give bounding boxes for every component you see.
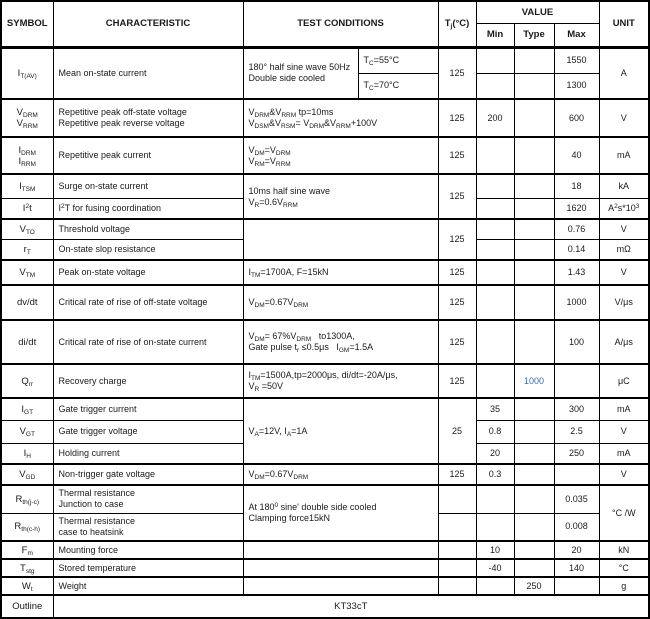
test-conditions-cell: At $180^0$ sine' double side cooled Clamping force15kN <box>243 485 438 541</box>
header-unit: UNIT <box>599 1 649 47</box>
tj-cell <box>438 559 476 577</box>
test-conditions-cell: $V_{DM}=V_{DRM}$ $V_{RM}=V_{RRM}$ <box>243 137 438 174</box>
min-cell <box>476 485 514 513</box>
symbol-cell: $V_{TM}$ <box>1 260 53 285</box>
tj-cell: 125 <box>438 320 476 364</box>
symbol-cell: $W_t$ <box>1 577 53 595</box>
symbol-cell: $T_{stg}$ <box>1 559 53 577</box>
unit-cell: V <box>599 219 649 239</box>
table-row <box>1 485 649 513</box>
symbol-cell: $I_{DRM}$ $I_{RRM}$ <box>1 137 53 174</box>
max-cell: 1620 <box>554 198 599 219</box>
type-cell <box>514 541 554 559</box>
min-cell <box>476 260 514 285</box>
symbol-cell: $R_{th(c-h)}$ <box>1 513 53 541</box>
unit-cell: A <box>599 47 649 99</box>
characteristic-cell: On-state slop resistance <box>53 239 243 260</box>
tj-cell <box>438 541 476 559</box>
type-cell <box>514 398 554 420</box>
type-cell <box>514 47 554 73</box>
test-conditions-cell: $V_{DM}= 67\%V_{DRM}$ to1300A, Gate pulse $t_r \le 0.5\mu s$ $I_{GM}=1.5A$ <box>243 320 438 364</box>
tj-cell: 125 <box>438 137 476 174</box>
test-conditions-cell: $I_{TM}=1500A,tp=2000\mu s$, di/dt=-20A/μs, $V_R =50V$ <box>243 364 438 398</box>
header-type: Type <box>514 23 554 47</box>
type-cell <box>514 513 554 541</box>
max-cell: 18 <box>554 174 599 198</box>
min-cell <box>476 174 514 198</box>
max-cell: 0.008 <box>554 513 599 541</box>
type-cell: 1000 <box>514 364 554 398</box>
test-conditions-cell: 10ms half sine wave $V_R=0.6V_{RRM}$ <box>243 174 438 219</box>
characteristic-cell: Critical rate of rise of on-state current <box>53 320 243 364</box>
max-cell: 0.76 <box>554 219 599 239</box>
outline-row <box>1 595 649 618</box>
test-conditions-cell <box>243 559 438 577</box>
max-cell: 600 <box>554 99 599 137</box>
characteristic-cell: Recovery charge <box>53 364 243 398</box>
symbol-cell: $I^2t$ <box>1 198 53 219</box>
min-cell: -40 <box>476 559 514 577</box>
characteristic-cell: Threshold voltage <box>53 219 243 239</box>
outline-value: KT33cT <box>53 595 649 618</box>
characteristic-cell: Repetitive peak current <box>53 137 243 174</box>
header-symbol: SYMBOL <box>1 1 53 47</box>
min-cell: 20 <box>476 443 514 464</box>
min-cell: 35 <box>476 398 514 420</box>
test-conditions-cell: 180° half sine wave 50Hz Double side cooled <box>243 47 358 99</box>
symbol-cell: $V_{GT}$ <box>1 420 53 443</box>
characteristic-cell: Repetitive peak off-state voltage Repetitive peak reverse voltage <box>53 99 243 137</box>
characteristic-cell: $I^2T$ for fusing coordination <box>53 198 243 219</box>
table-row <box>1 137 649 174</box>
characteristic-cell: Gate trigger current <box>53 398 243 420</box>
table-header <box>1 1 649 47</box>
table-row <box>1 464 649 485</box>
table-row <box>1 174 649 198</box>
symbol-cell: $F_m$ <box>1 541 53 559</box>
header-test-conditions: TEST CONDITIONS <box>243 1 438 47</box>
symbol-cell: $V_{TO}$ <box>1 219 53 239</box>
tj-cell: 125 <box>438 99 476 137</box>
min-cell <box>476 239 514 260</box>
min-cell: 10 <box>476 541 514 559</box>
table-row <box>1 320 649 364</box>
unit-cell: V <box>599 464 649 485</box>
tj-cell: 25 <box>438 398 476 464</box>
unit-cell: kN <box>599 541 649 559</box>
table-row <box>1 260 649 285</box>
symbol-cell: dv/dt <box>1 285 53 320</box>
type-cell <box>514 137 554 174</box>
characteristic-cell: Critical rate of rise of off-state voltage <box>53 285 243 320</box>
min-cell: 0.3 <box>476 464 514 485</box>
unit-cell: mΩ <box>599 239 649 260</box>
tj-cell: 125 <box>438 260 476 285</box>
max-cell: 300 <box>554 398 599 420</box>
type-cell <box>514 559 554 577</box>
header-characteristic: CHARACTERISTIC <box>53 1 243 47</box>
test-conditions-cell <box>243 541 438 559</box>
min-cell <box>476 513 514 541</box>
characteristic-cell: Surge on-state current <box>53 174 243 198</box>
unit-cell: mA <box>599 398 649 420</box>
characteristic-cell: Non-trigger gate voltage <box>53 464 243 485</box>
max-cell <box>554 364 599 398</box>
type-cell <box>514 485 554 513</box>
max-cell <box>554 577 599 595</box>
unit-cell: °C <box>599 559 649 577</box>
table-row <box>1 47 649 73</box>
header-min: Min <box>476 23 514 47</box>
tj-cell: 125 <box>438 285 476 320</box>
outline-label: Outline <box>1 595 53 618</box>
test-conditions-cell: $V_{DRM}\&V_{RRM}$ tp=10ms $V_{DSM}\&V_{RSM}=$ $V_{DRM}\&V_{RRM}+100V$ <box>243 99 438 137</box>
unit-cell: V <box>599 260 649 285</box>
max-cell: 140 <box>554 559 599 577</box>
table-row <box>1 285 649 320</box>
min-cell <box>476 73 514 99</box>
table-row <box>1 559 649 577</box>
type-cell <box>514 285 554 320</box>
characteristic-cell: Stored temperature <box>53 559 243 577</box>
unit-cell: $A^2s*10^3$ <box>599 198 649 219</box>
max-cell: 1.43 <box>554 260 599 285</box>
unit-cell: μC <box>599 364 649 398</box>
characteristic-cell: Holding current <box>53 443 243 464</box>
table-row <box>1 219 649 239</box>
test-conditions-cell: $V_A=12V$, $I_A=1A$ <box>243 398 438 464</box>
table-row <box>1 541 649 559</box>
tj-cell <box>438 513 476 541</box>
max-cell: 1550 <box>554 47 599 73</box>
unit-cell: kA <box>599 174 649 198</box>
type-cell <box>514 464 554 485</box>
test-conditions-cell: $I_{TM}=1700A$, F=15kN <box>243 260 438 285</box>
symbol-cell: $I_{GT}$ <box>1 398 53 420</box>
min-cell: 0.8 <box>476 420 514 443</box>
symbol-cell: di/dt <box>1 320 53 364</box>
unit-cell: V <box>599 420 649 443</box>
tj-cell <box>438 577 476 595</box>
symbol-cell: $r_T$ <box>1 239 53 260</box>
type-cell <box>514 420 554 443</box>
unit-cell: mA <box>599 137 649 174</box>
unit-cell: g <box>599 577 649 595</box>
min-cell <box>476 320 514 364</box>
min-cell <box>476 577 514 595</box>
test-conditions-cell: $V_{DM}=0.67V_{DRM}$ <box>243 285 438 320</box>
symbol-cell: $I_H$ <box>1 443 53 464</box>
characteristic-cell: Peak on-state voltage <box>53 260 243 285</box>
max-cell: 1000 <box>554 285 599 320</box>
unit-cell: A/μs <box>599 320 649 364</box>
test-conditions-cell: $V_{DM}=0.67V_{DRM}$ <box>243 464 438 485</box>
test-conditions-sub-cell: $T_C=70^\circ C$ <box>358 73 438 99</box>
tj-cell: 125 <box>438 364 476 398</box>
tj-cell <box>438 485 476 513</box>
test-conditions-cell <box>243 219 438 260</box>
min-cell <box>476 285 514 320</box>
table-row <box>1 577 649 595</box>
unit-cell: V <box>599 99 649 137</box>
header-tj: $T_j(^\circ C)$ <box>438 1 476 47</box>
table-row <box>1 364 649 398</box>
characteristic-cell: Mean on-state current <box>53 47 243 99</box>
symbol-cell: $V_{GD}$ <box>1 464 53 485</box>
table-row <box>1 398 649 420</box>
characteristic-cell: Thermal resistance Junction to case <box>53 485 243 513</box>
max-cell: 1300 <box>554 73 599 99</box>
max-cell: 2.5 <box>554 420 599 443</box>
symbol-cell: $I_{T(AV)}$ <box>1 47 53 99</box>
type-cell <box>514 198 554 219</box>
type-cell <box>514 320 554 364</box>
type-cell <box>514 73 554 99</box>
type-cell <box>514 219 554 239</box>
tj-cell: 125 <box>438 174 476 219</box>
tj-cell: 125 <box>438 47 476 99</box>
characteristic-cell: Weight <box>53 577 243 595</box>
type-cell: 250 <box>514 577 554 595</box>
header-row-1 <box>1 1 649 23</box>
min-cell <box>476 47 514 73</box>
test-conditions-sub-cell: $T_C=55^\circ C$ <box>358 47 438 73</box>
symbol-cell: $I_{TSM}$ <box>1 174 53 198</box>
table-row <box>1 99 649 137</box>
max-cell: 250 <box>554 443 599 464</box>
test-conditions-cell <box>243 577 438 595</box>
characteristic-cell: Gate trigger voltage <box>53 420 243 443</box>
min-cell <box>476 219 514 239</box>
type-cell <box>514 174 554 198</box>
unit-cell: °C /W <box>599 485 649 541</box>
max-cell <box>554 464 599 485</box>
min-cell: 200 <box>476 99 514 137</box>
type-cell <box>514 260 554 285</box>
symbol-cell: $V_{DRM}$ $V_{RRM}$ <box>1 99 53 137</box>
symbol-cell: $R_{th(j-c)}$ <box>1 485 53 513</box>
tj-cell: 125 <box>438 219 476 260</box>
min-cell <box>476 364 514 398</box>
min-cell <box>476 198 514 219</box>
header-value: VALUE <box>476 1 599 23</box>
unit-cell: mA <box>599 443 649 464</box>
characteristic-cell: Mounting force <box>53 541 243 559</box>
max-cell: 0.14 <box>554 239 599 260</box>
max-cell: 0.035 <box>554 485 599 513</box>
max-cell: 100 <box>554 320 599 364</box>
min-cell <box>476 137 514 174</box>
header-max: Max <box>554 23 599 47</box>
type-cell <box>514 99 554 137</box>
type-cell <box>514 239 554 260</box>
characteristic-cell: Thermal resistance case to heatsink <box>53 513 243 541</box>
max-cell: 20 <box>554 541 599 559</box>
symbol-cell: $Q_{rr}$ <box>1 364 53 398</box>
tj-cell: 125 <box>438 464 476 485</box>
max-cell: 40 <box>554 137 599 174</box>
type-cell <box>514 443 554 464</box>
unit-cell: V/μs <box>599 285 649 320</box>
